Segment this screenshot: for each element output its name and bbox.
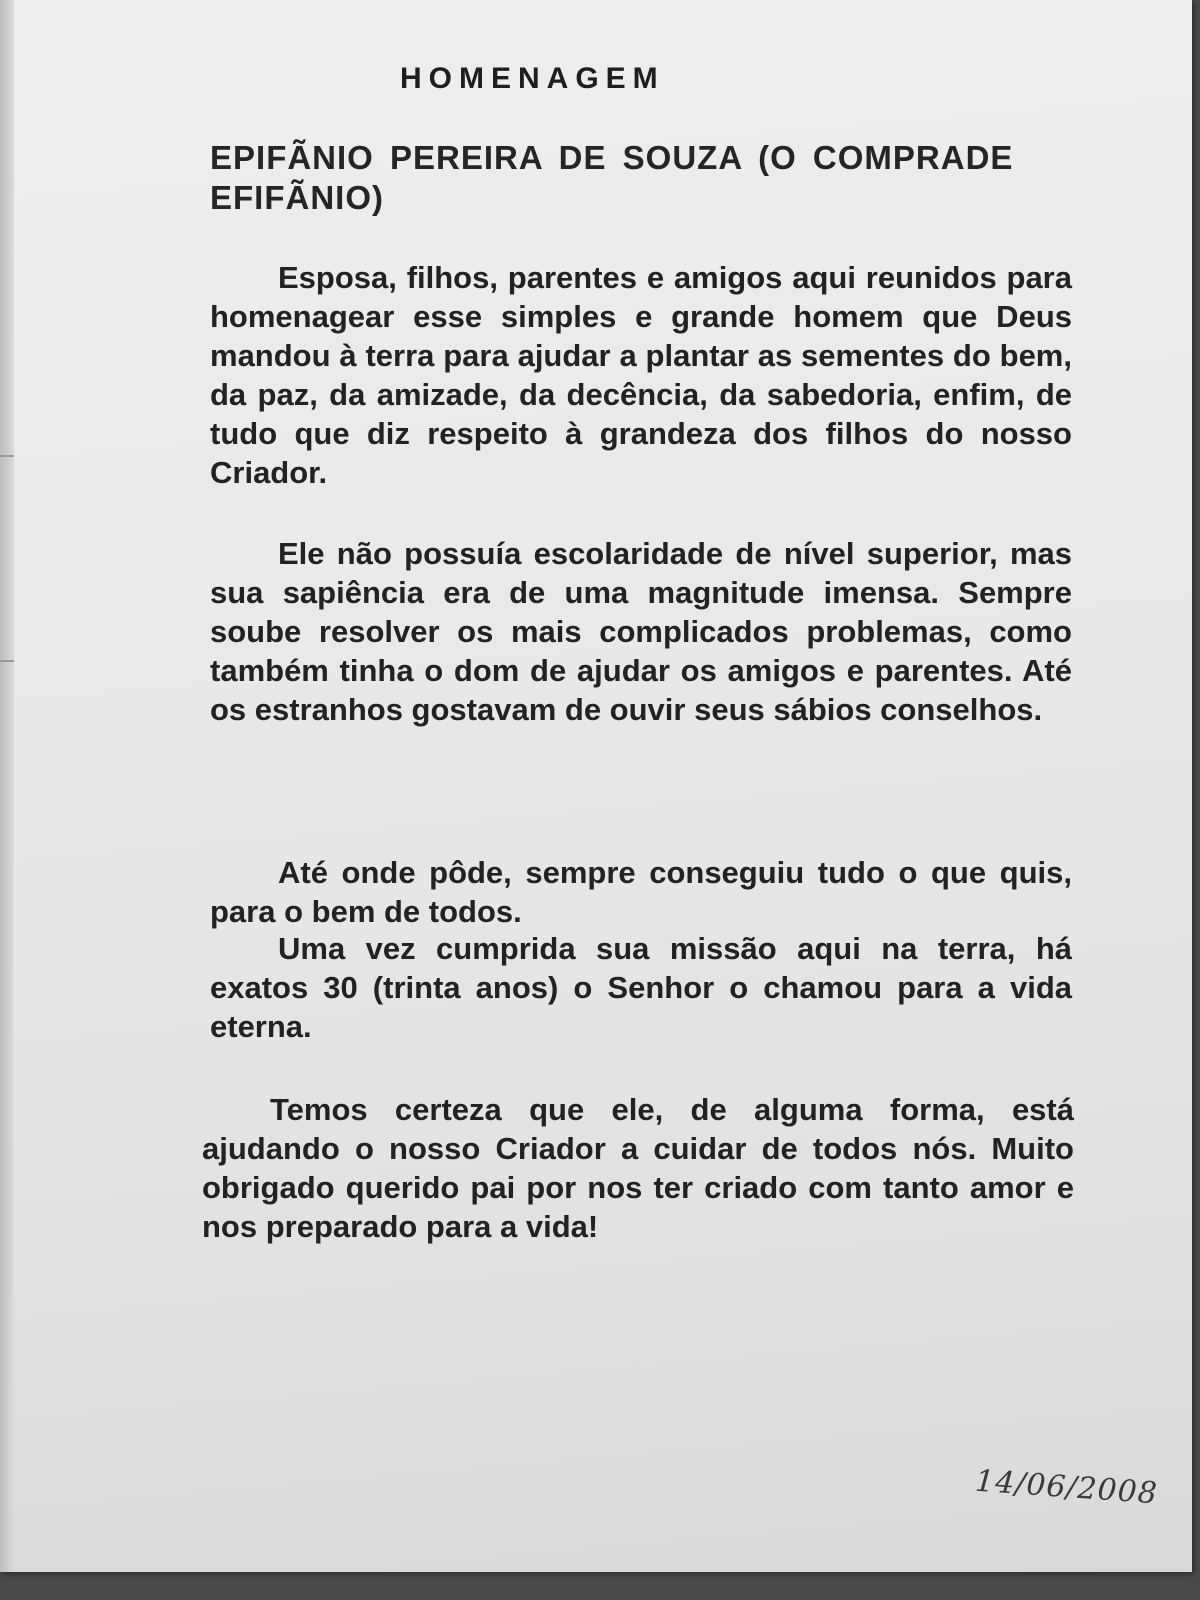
sheet-left-edge: [0, 0, 14, 1572]
paragraph-1: Esposa, filhos, parentes e amigos aqui reunidos para homenagear esse simples e grande homem que Deus mandou à terra para ajudar a plantar as sementes do bem, da paz, da amizade, da decência, da sabedoria, enfim, de tudo que diz respeito à grandeza dos filhos do nosso Criador.: [210, 260, 1072, 490]
paragraph-2: Ele não possuía escolaridade de nível superior, mas sua sapiência era de uma magnitude imensa. Sempre soube resolver os mais complicados problemas, como também tinha o dom de ajudar os amigos e parentes. Até os estranhos gostavam de ouvir seus sábios conselhos.: [210, 536, 1072, 727]
paragraph-4: Uma vez cumprida sua missão aqui na terra, há exatos 30 (trinta anos) o Senhor o chamou para a vida eterna.: [210, 931, 1072, 1044]
paragraph-5: Temos certeza que ele, de alguma forma, está ajudando o nosso Criador a cuidar de todos nós. Muito obrigado querido pai por nos ter criado com tanto amor e nos preparado para a vida!: [202, 1092, 1074, 1244]
fold-mark: [0, 455, 14, 457]
fold-mark: [0, 660, 14, 662]
document-heading: HOMENAGEM: [400, 62, 665, 95]
handwritten-date: 14/06/2008: [974, 1463, 1159, 1512]
honoree-name: EPIFÃNIO PEREIRA DE SOUZA (O COMPRADE EFIFÃNIO): [210, 139, 1014, 216]
paragraph-3: Até onde pôde, sempre conseguiu tudo o que quis, para o bem de todos.: [210, 855, 1072, 929]
